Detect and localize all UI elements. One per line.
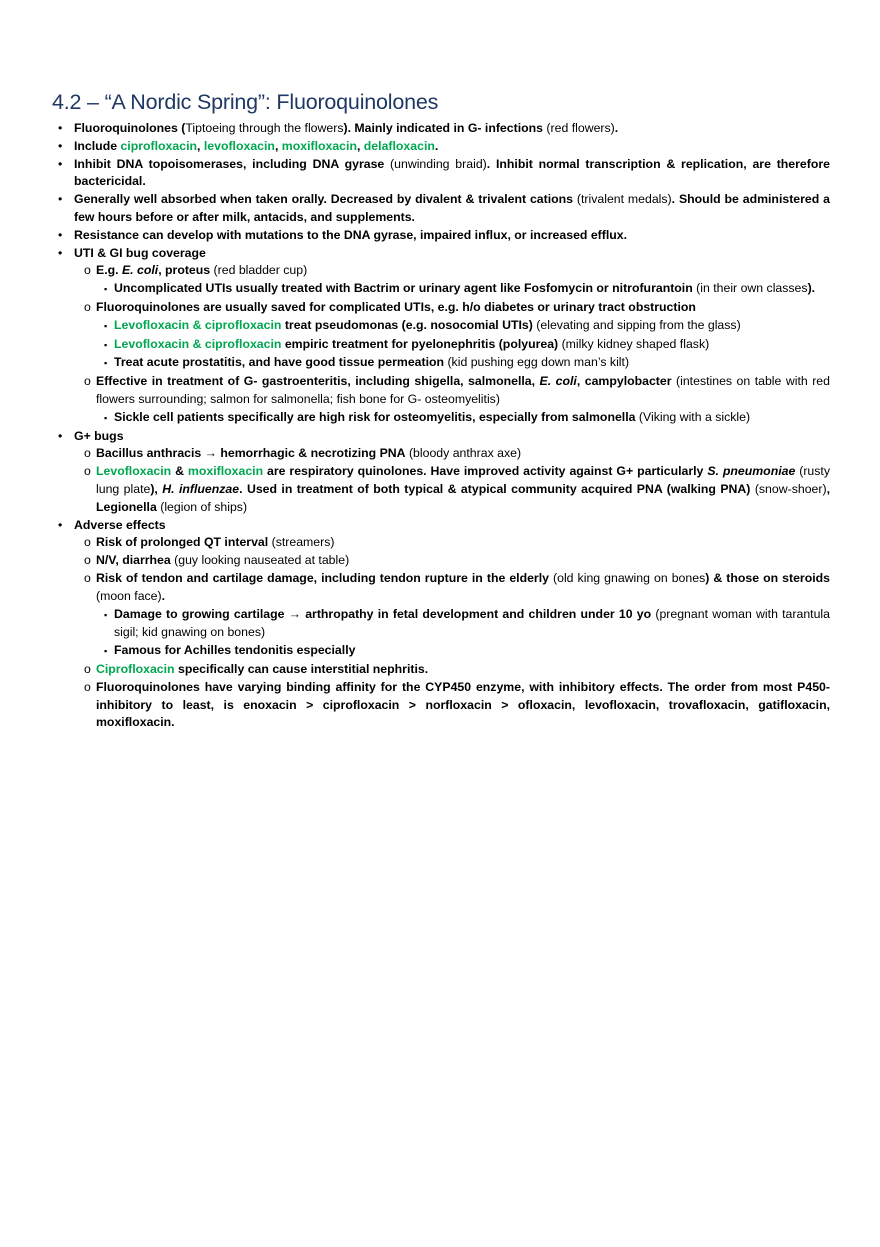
bullet-marker: o <box>84 464 91 479</box>
text-run: , Legionella <box>96 481 830 514</box>
bullet-item <box>58 245 830 263</box>
text-run: G+ bugs <box>74 428 124 443</box>
text-run: Tiptoeing through the flowers <box>185 121 344 135</box>
text-run: (intestines on table with red flowers surrounding; salmon for salmonella; fish bone for G- osteomyelitis) <box>96 374 830 406</box>
drug-name: ciprofloxacin <box>120 138 198 153</box>
text-run: N/V, diarrhea <box>96 553 171 568</box>
bullet-marker: ▪ <box>104 284 108 295</box>
text-run: Bacillus anthracis → hemorrhagic & necrotizing PNA <box>96 446 406 461</box>
bullet-marker: ▪ <box>104 339 108 350</box>
text-run: (elevating and sipping from the glass) <box>532 317 741 332</box>
text-run: (red flowers) <box>543 121 615 135</box>
bullet-marker: o <box>84 535 91 550</box>
text-run: (snow-shoer) <box>750 481 827 496</box>
bullet-marker: • <box>58 138 63 153</box>
text-run: Generally well absorbed when taken orally. Decreased by divalent & trivalent cations <box>74 192 573 207</box>
text-run: , <box>197 138 204 153</box>
text-run: (red bladder cup) <box>210 263 308 278</box>
bullet-item <box>58 227 830 245</box>
sub-bullet-item <box>58 299 830 317</box>
bullet-marker: o <box>84 553 91 568</box>
sub-sub-bullet-item <box>58 606 830 643</box>
text-run: & <box>171 464 188 479</box>
text-run: are respiratory quinolones. Have improved activity against G+ particularly <box>263 464 708 479</box>
text-run: Damage to growing cartilage → arthropathy in fetal development and children under 10 yo <box>114 606 652 621</box>
text-run: Famous for Achilles tendonitis especially <box>114 643 356 658</box>
bullet-item <box>58 191 830 227</box>
bullet-marker: o <box>84 299 91 314</box>
text-run: treat pseudomonas (e.g. nosocomial UTIs) <box>281 317 533 332</box>
text-run: empiric treatment for pyelonephritis (polyurea) <box>281 336 559 351</box>
section-title: 4.2 – “A Nordic Spring”: Fluoroquinolones <box>52 90 439 114</box>
notes-body <box>58 120 830 732</box>
text-run: Resistance can develop with mutations to the DNA gyrase, impaired influx, or increased efflux. <box>74 227 628 242</box>
sub-sub-bullet-item <box>58 280 830 299</box>
text-run: Uncomplicated UTIs usually treated with Bactrim or urinary agent like Fosfomycin or nitrofurantoin <box>114 281 693 296</box>
sub-bullet-item <box>58 661 830 679</box>
text-run: (trivalent medals) <box>573 192 672 207</box>
sub-sub-bullet-item <box>58 336 830 355</box>
drug-name: delafloxacin <box>363 138 435 153</box>
text-run: (rusty lung plate <box>96 464 830 496</box>
text-run: Fluoroquinolones are usually saved for complicated UTIs, e.g. h/o diabetes or urinary tract obstruction <box>96 299 696 314</box>
bullet-marker: ▪ <box>104 412 108 423</box>
bullet-item <box>58 138 830 156</box>
text-run: (Viking with a sickle) <box>635 409 751 424</box>
text-run: . Used in treatment of both typical & atypical community acquired PNA (walking PNA) <box>239 481 751 496</box>
bullet-marker: o <box>84 374 91 389</box>
sub-sub-bullet-item <box>58 642 830 661</box>
text-run: ). Mainly indicated in G- infections <box>343 121 543 135</box>
text-run: (unwinding braid) <box>384 156 487 171</box>
text-run: , <box>356 138 364 153</box>
bullet-marker: • <box>58 517 63 532</box>
text-run: . <box>434 138 439 153</box>
text-run: (streamers) <box>268 535 335 550</box>
bullet-item <box>58 428 830 446</box>
text-run: Risk of tendon and cartilage damage, including tendon rupture in the elderly <box>96 570 549 585</box>
bullet-marker: • <box>58 428 63 443</box>
drug-name: Ciprofloxacin <box>96 661 175 676</box>
sub-bullet-item <box>58 445 830 463</box>
bullet-marker: • <box>58 227 63 242</box>
text-run: (moon face) <box>96 588 162 603</box>
drug-name: levofloxacin <box>203 138 275 153</box>
text-run: Include <box>74 138 121 153</box>
text-run: Sickle cell patients specifically are high risk for osteomyelitis, especially from salmonella <box>114 409 636 424</box>
sub-bullet-item <box>58 373 830 409</box>
bullet-item <box>58 156 830 192</box>
text-run: . Should be administered a few hours before or after milk, antacids, and supplements. <box>74 192 830 224</box>
bullet-marker: o <box>84 263 91 278</box>
sub-bullet-item <box>58 534 830 552</box>
text-run: , campylobacter <box>576 374 672 389</box>
text-run: E. coli <box>121 263 159 278</box>
text-run: UTI & GI bug coverage <box>74 245 206 260</box>
text-run: Inhibit DNA topoisomerases, including DNA gyrase <box>74 156 385 171</box>
sub-bullet-item <box>58 552 830 570</box>
sub-sub-bullet-item <box>58 354 830 373</box>
drug-name: Levofloxacin & ciprofloxacin <box>114 317 282 332</box>
bullet-marker: ▪ <box>104 646 108 657</box>
bullet-marker: • <box>58 121 63 135</box>
text-run: ) & those on steroids <box>705 570 830 585</box>
text-run: ). <box>807 281 816 296</box>
sub-bullet-item <box>58 570 830 606</box>
text-run: E. coli <box>539 374 577 389</box>
bullet-marker: • <box>58 245 63 260</box>
bullet-item <box>58 517 830 535</box>
text-run: Fluoroquinolones ( <box>74 121 186 135</box>
sub-bullet-item <box>58 679 830 732</box>
drug-name: Levofloxacin & ciprofloxacin <box>114 336 282 351</box>
sub-bullet-item <box>58 463 830 516</box>
text-run: . <box>614 121 619 135</box>
text-run: (milky kidney shaped flask) <box>558 336 710 351</box>
bullet-marker: o <box>84 446 91 461</box>
text-run: S. pneumoniae <box>707 464 796 479</box>
bullet-marker: o <box>84 661 91 676</box>
text-run: Fluoroquinolones have varying binding affinity for the CYP450 enzyme, with inhibitory effects. The order from most P450-inhibitory to least, is enoxacin > ciprofloxacin > norfloxacin > ofloxacin, levofloxacin, trovafloxacin, gatifloxacin, moxifloxacin. <box>96 679 830 730</box>
bullet-item <box>58 120 830 138</box>
text-run: Risk of prolonged QT interval <box>96 535 269 550</box>
text-run: Treat acute prostatitis, and have good tissue permeation <box>114 355 445 370</box>
sub-sub-bullet-item <box>58 409 830 428</box>
text-run: Adverse effects <box>74 517 166 532</box>
text-run: (bloody anthrax axe) <box>405 446 522 461</box>
text-run: , proteus <box>158 263 211 278</box>
text-run: . <box>161 588 166 603</box>
drug-name: Levofloxacin <box>96 464 172 479</box>
text-run: , <box>274 138 282 153</box>
drug-name: moxifloxacin <box>281 138 357 153</box>
bullet-marker: ▪ <box>104 609 108 620</box>
bullet-marker: o <box>84 570 91 585</box>
text-run: Effective in treatment of G- gastroenteritis, including shigella, salmonella, <box>96 374 540 389</box>
text-run: (kid pushing egg down man’s kilt) <box>444 355 630 370</box>
text-run: . Inhibit normal transcription & replication, are therefore bactericidal. <box>74 156 830 189</box>
text-run: (old king gnawing on bones <box>548 570 706 585</box>
bullet-marker: • <box>58 192 63 207</box>
text-run: specifically can cause interstitial nephritis. <box>174 661 429 676</box>
text-run: E.g. <box>96 263 122 278</box>
drug-name: moxifloxacin <box>187 464 264 479</box>
text-run: (in their own classes <box>692 281 808 296</box>
sub-bullet-item <box>58 262 830 280</box>
sub-sub-bullet-item <box>58 317 830 336</box>
bullet-marker: ▪ <box>104 358 108 369</box>
bullet-marker: o <box>84 679 91 694</box>
bullet-marker: ▪ <box>104 320 108 331</box>
text-run: ), <box>150 481 163 496</box>
text-run: (pregnant woman with tarantula sigil; kid gnawing on bones) <box>114 606 830 640</box>
text-run: (legion of ships) <box>156 499 248 514</box>
text-run: (guy looking nauseated at table) <box>170 553 350 568</box>
bullet-marker: • <box>58 156 63 171</box>
text-run: H. influenzae <box>162 481 240 496</box>
